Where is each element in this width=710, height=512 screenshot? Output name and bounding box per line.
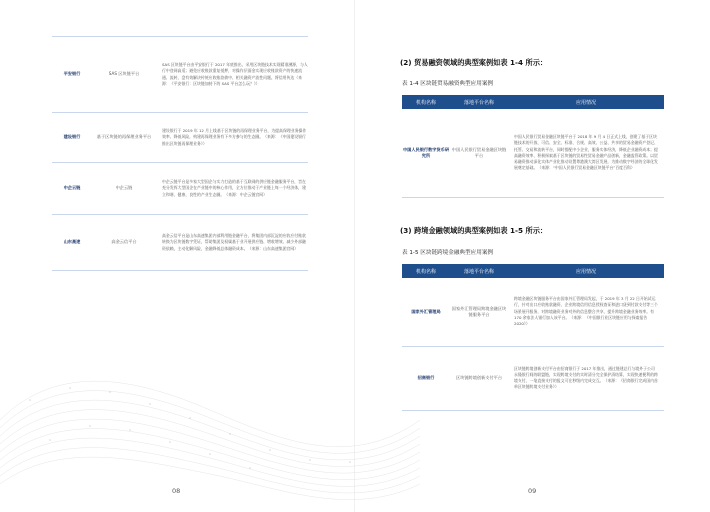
platform-name: 国家外汇管理局跨境金融区块链服务平台 [450, 278, 508, 346]
table-row [402, 278, 664, 346]
table-row [52, 37, 308, 113]
org-name: 中企云链 [52, 163, 92, 215]
section-heading: (2) 贸易融资领域的典型案例如表 1-4 所示： [400, 58, 548, 67]
application-desc: 区块链跨境创新支付平台由招商银行于 2017 年推出，通过链建总行与境外子公司永隆银行间的联盟链，实现跨境支付的实时清分完全保护清结算，实现快速便利的跨境支付，一笔直接支付的报文可在秒级内完成交互。（来源：《招商银行完成国内首单区块链跨境支付业务》） [508, 346, 664, 410]
application-desc: SAS 区块链平台由平安银行于 2017 年底推出，采用区块链技术实现精准溯源，与人行中登网高适；避免应收账款重复抵押，对操作层面金实现应收账款资产的快速流通、流转，盘有效解决传统应收账款债中、相关融资产流性问题。将信用传达（来源：《平安银行：区块链加持下的 SAS 平台怎么玩？》） [156, 37, 308, 113]
platform-name: 中国人民银行贸易金融区块链平台 [450, 109, 508, 197]
platform-name: 中企云链 [92, 163, 156, 215]
table-header-row [402, 95, 664, 109]
platform-name: 高金云信平台 [92, 215, 156, 271]
application-desc: 高金云信平台是山东高速集团内部利用链金融平台，将集团内部沉淀的应收应付账款转换为区块链数字凭证，帮助集团及权属基于业开展供应链、增收增效、减少外部融资依赖，主动化解风险，金融降低总体融资成本。（来源：山东高速集团官网） [156, 215, 308, 271]
table-header-row [402, 264, 664, 278]
section-heading: (3) 跨境金融领域的典型案例如表 1-5 所示： [400, 226, 548, 235]
org-name: 国家外汇管理局 [402, 278, 450, 346]
table-row [52, 163, 308, 215]
column-header: 应用情况 [508, 264, 664, 278]
cross-border-table [402, 264, 664, 411]
org-name: 山东高速 [52, 215, 92, 271]
application-desc: 跨境金融区块链服务平台由国家外汇管理局发起，于 2019 年 3 月 22 日开始试运行，针对出口应收账款融资、企业跨境信用信息授权查证和进口货到付款支付等三个场景展开服务，对跨境融资业务对外的信息整合共享，提升跨境金融业务效率。有 170 余家法人银行加入该平台。（来源：《中国银行业区块链应用与探索报告 2020》） [508, 278, 664, 346]
table-row [402, 346, 664, 410]
org-name: 建设银行 [52, 113, 92, 163]
application-desc: 建设银行于 2019 年 12 月上线基于区块链的再保理业务平台，为提高保理业务操作效率、降低风险，构建再保理业务有下多方参与的生态圈。（来源：《中国建设银行推出区块链再保理业务》） [156, 113, 308, 163]
platform-name: 基于区块链的再保理业务平台 [92, 113, 156, 163]
column-header: 落地平台名称 [450, 95, 508, 109]
org-name: 平安银行 [52, 37, 92, 113]
trade-finance-table [402, 95, 664, 198]
org-name: 中国人民银行数字货币研究所 [402, 109, 450, 197]
platform-name: 区块链跨境创新支付平台 [450, 346, 508, 410]
table-caption: 表 1-5 区块链跨境金融典型应用案例 [402, 250, 494, 256]
table-row [402, 109, 664, 197]
table-caption: 表 1-4 区块链贸易融资典型应用案例 [402, 81, 494, 87]
left-table [52, 36, 308, 271]
page-number-left: 08 [172, 487, 181, 495]
platform-name: SAS 区块链平台 [92, 37, 156, 113]
column-header: 机构名称 [402, 95, 450, 109]
column-header: 落地平台名称 [450, 264, 508, 278]
application-desc: 中国人民银行贸易金融区块链平台于 2018 年 9 月 4 日正式上线，创建了基于区块链技术的开放、可信、安全、标准、合规、高效、公益、共享的贸易金融资产登记、托管、交易和流转平台，同时搭配中小企业，服务实体经济，降低企业融资成本；提高融资效率、积极探索基于区块链的贸易性贸易金融产品创新，金融监管政策。以贸易融资推动深化实体产业化推动设置粤港澳大湾区发展，为推动数字经济的全球化发展奠定基础。（来源：“中国人民银行贸易金融区块链平台”百度百科） [508, 109, 664, 197]
decorative-wave [0, 300, 420, 512]
table-row [52, 113, 308, 163]
page-number-right: 09 [528, 487, 537, 495]
org-name: 招商银行 [402, 346, 450, 410]
column-header: 应用情况 [508, 95, 664, 109]
table-row [52, 215, 308, 271]
application-desc: 中企云链平台是多家大型国企与实力打造的基于互联网的供应链金融服务平台，旨在充分发挥大型国企在产业链中的核心作用，全方位推动于产业链上每一个经济体，建立和谐、健康、良性的产业生态圈。（来源：中企云链官网） [156, 163, 308, 215]
column-header: 机构名称 [402, 264, 450, 278]
